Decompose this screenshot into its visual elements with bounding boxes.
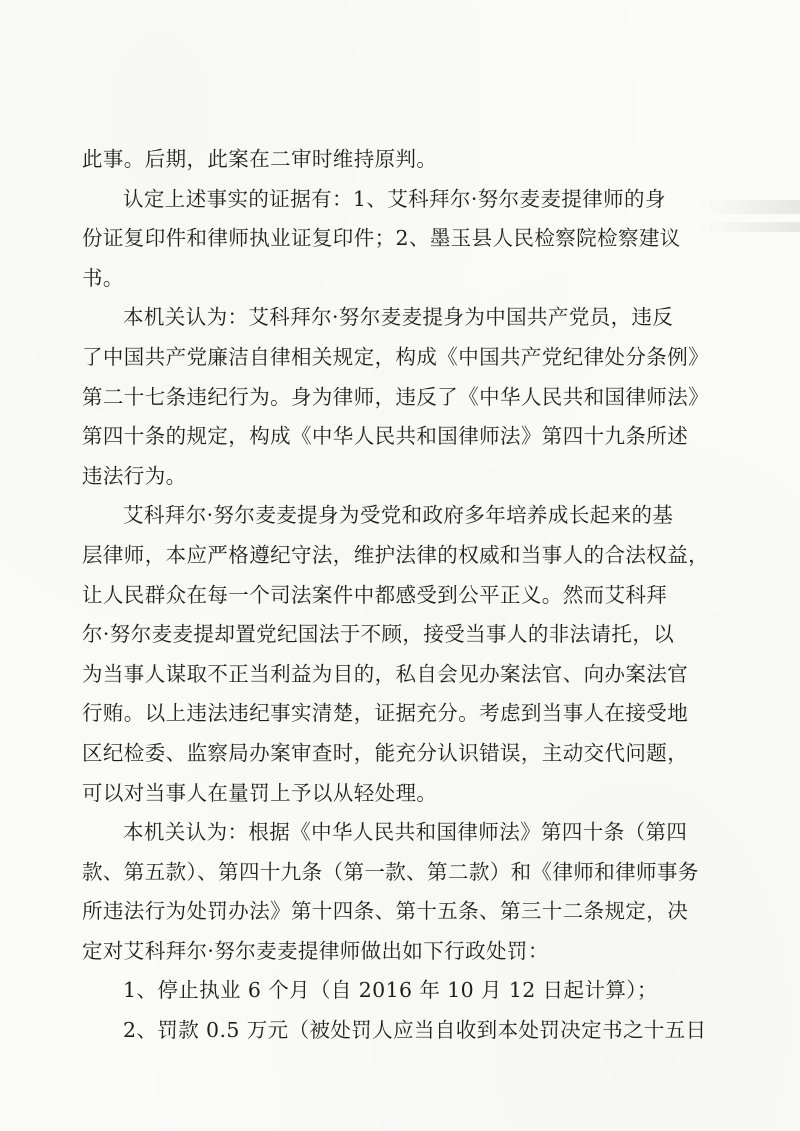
text-line: 第二十七条违纪行为。身为律师，违反了《中华人民共和国律师法》 [82,384,709,409]
text-line: 2、罚款 0.5 万元（被处罚人应当自收到本处罚决定书之十五日 [123,1018,707,1043]
text-line: 1、停止执业 6 个月（自 2016 年 10 月 12 日起计算）； [123,978,658,1003]
text-line: 本机关认为：根据《中华人民共和国律师法》第四十条（第四 [123,820,688,845]
text-line: 为当事人谋取不正当利益为目的，私自会见办案法官、向办案法官 [82,661,689,686]
document-body [82,140,722,1051]
text-line: 书。 [82,265,124,290]
text-line: 本机关认为：艾科拜尔·努尔麦麦提身为中国共产党员，违反 [123,305,674,330]
text-line: 艾科拜尔·努尔麦麦提身为受党和政府多年培养成长起来的基 [123,503,674,528]
text-line: 可以对当事人在量罚上予以从轻处理。 [82,780,438,805]
text-line: 定对艾科拜尔·努尔麦麦提律师做出如下行政处罚： [82,938,549,963]
text-line: 尔·努尔麦麦提却置党纪国法于不顾，接受当事人的非法请托，以 [82,622,675,647]
text-line: 违法行为。 [82,463,187,488]
text-line: 行贿。以上违法违纪事实清楚，证据充分。考虑到当事人在接受地 [82,701,689,726]
text-line: 让人民群众在每一个司法案件中都感受到公平正义。然而艾科拜 [82,582,668,607]
text-line: 了中国共产党廉洁自律相关规定，构成《中国共产党纪律处分条例》 [82,344,709,369]
text-line: 款、第五款）、第四十九条（第一款、第二款）和《律师和律师事务 [82,859,699,884]
text-line: 第四十条的规定，构成《中华人民共和国律师法》第四十九条所述 [82,424,689,449]
text-line: 认定上述事实的证据有：1、艾科拜尔·努尔麦麦提律师的身 [123,186,666,211]
text-line: 此事。后期，此案在二审时维持原判。 [82,147,438,171]
text-line: 层律师，本应严格遵纪守法，维护法律的权威和当事人的合法权益， [82,542,709,567]
text-line: 所违法行为处罚办法》第十四条、第十五条、第三十二条规定，决 [82,899,689,924]
text-line: 份证复印件和律师执业证复印件；2、墨玉县人民检察院检察建议 [82,226,681,251]
text-line: 区纪检委、监察局办案审查时，能充分认识错误，主动交代问题， [82,740,689,765]
